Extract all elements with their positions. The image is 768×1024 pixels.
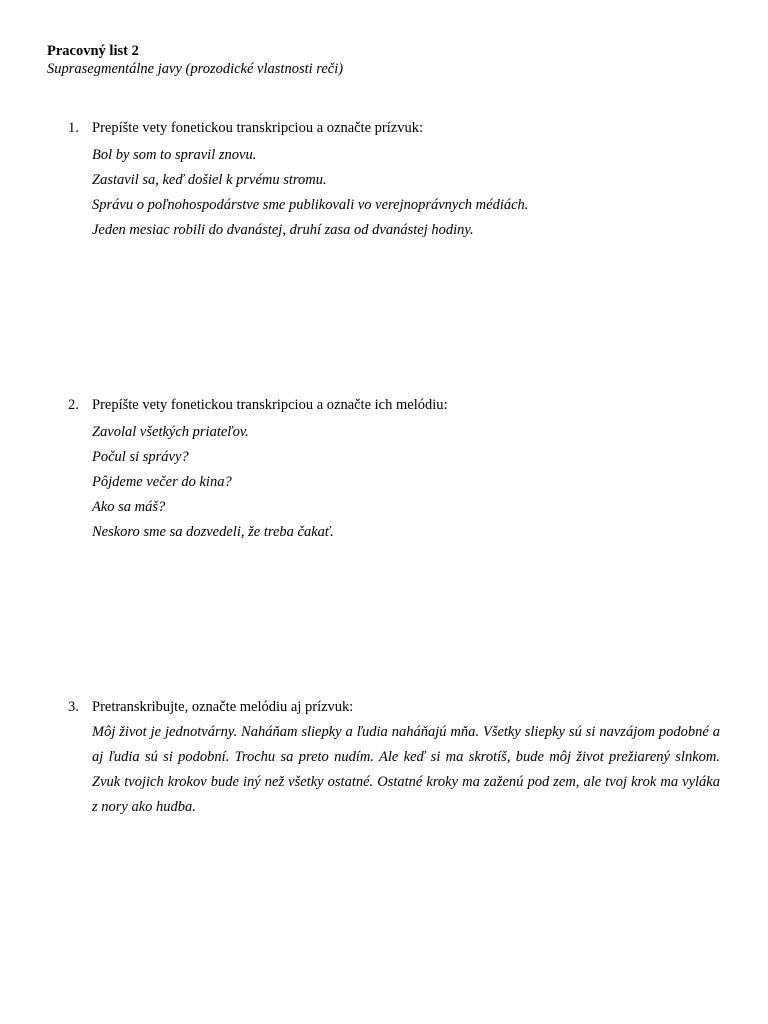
document-header <box>47 42 343 78</box>
document-subtitle: Suprasegmentálne javy (prozodické vlastnosti reči) <box>47 61 344 77</box>
sentence: Počul si správy? <box>92 449 189 465</box>
task-heading <box>68 119 720 137</box>
task-3 <box>68 698 720 820</box>
sentence: Neskoro sme sa dozvedeli, že treba čakať. <box>92 524 334 540</box>
transcription-paragraph: Môj život je jednotvárny. Naháňam sliepky a ľudia naháňajú mňa. Všetky sliepky sú si navzájom podobné a aj ľudia sú si podobní. Trochu sa preto nudím. Ale keď si ma skrotíš, bude môj život prežiarený slnkom. Zvuk tvojich krokov bude iný než všetky ostatné. Ostatné kroky ma zaženú pod zem, ale tvoj krok ma vyláka z nory ako hudba. <box>92 724 720 815</box>
sentence: Zavolal všetkých priateľov. <box>92 424 249 440</box>
task-heading <box>68 698 720 716</box>
task-instruction: Prepíšte vety fonetickou transkripciou a označte ich melódiu: <box>92 397 448 413</box>
sentence: Bol by som to spravil znovu. <box>92 147 257 163</box>
task-instruction: Pretranskribujte, označte melódiu aj prízvuk: <box>92 699 354 715</box>
task-heading <box>68 396 720 414</box>
sentence: Ako sa máš? <box>92 499 166 515</box>
sentence: Pôjdeme večer do kina? <box>92 474 232 490</box>
sentence-list <box>92 143 720 243</box>
sentence-list <box>92 420 720 545</box>
task-instruction: Prepíšte vety fonetickou transkripciou a označte prízvuk: <box>92 120 423 136</box>
task-number: 1. <box>68 120 79 136</box>
task-1 <box>68 119 720 243</box>
sentence: Správu o poľnohospodárstve sme publikovali vo verejnoprávnych médiách. <box>92 197 529 213</box>
sentence: Zastavil sa, keď došiel k prvému stromu. <box>92 172 327 188</box>
task-number: 2. <box>68 397 79 413</box>
task-2 <box>68 396 720 545</box>
document-title: Pracovný list 2 <box>47 43 139 59</box>
task-number: 3. <box>68 699 79 715</box>
sentence: Jeden mesiac robili do dvanástej, druhí zasa od dvanástej hodiny. <box>92 222 474 238</box>
